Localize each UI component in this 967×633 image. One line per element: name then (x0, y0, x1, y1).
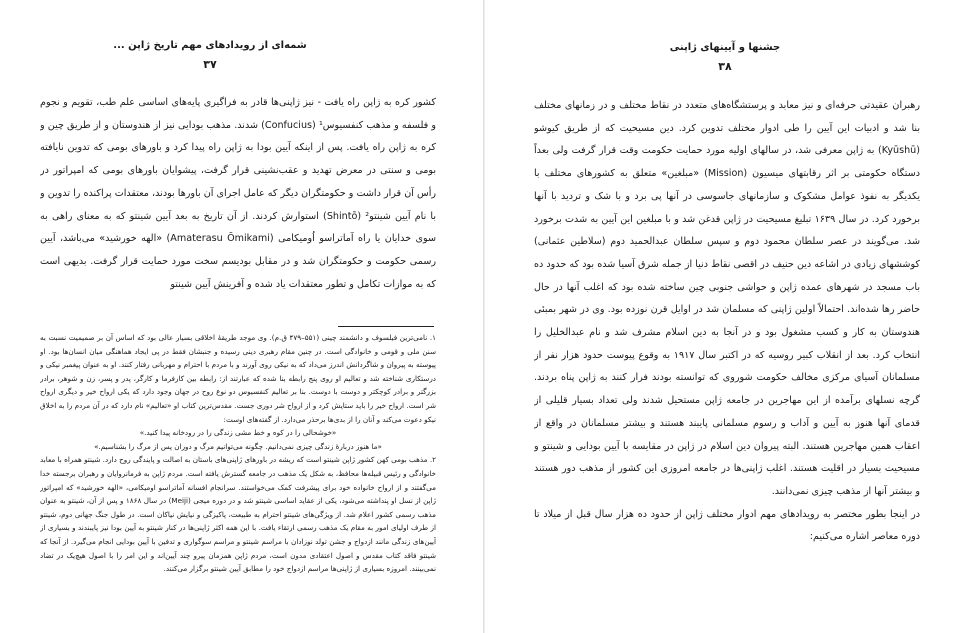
footnote-2: ۲. مذهب بومی کهن کشور ژاپن شینتو است که ریشه در باورهای ژاپنی‌های باستان به اصالت و پایندگی روح دارد. شینتو همراه با معابد خانوادگی و رئیس قبیله‌ها محافظ، به شکل یک مذهب در جامعه گسترش یافته است. مردم ژاپن به فرمانروایان و رهبران برجسته خدا می‌گفتند و از ارواح خانواده خود برای پیشرفت کمک می‌خواستند. سرانجام افسانه آماتراسو اومیکامی، «الهه خورشید» که امپراتور ژاپن از نسل او پنداشته می‌شود، یکی از عقاید اساسی شینتو شد و در دوره میجی (Meiji) در سال ۱۸۶۸ و پس از آن، شینتو به عنوان مذهب رسمی کشور اعلام شد. از ویژگی‌های شینتو احترام به طبیعت، پاکیزگی و نیایش نیاکان است. در طول جنگ جهانی دوم، شینتو از طرف اولیای امور به مقام یک مذهب رسمی ارتقاء یافت. با این همه اکثر ژاپنی‌ها در کنار شینتو به آیین بودا نیز پایبندند و بسیاری از آیین‌های زندگی مانند ازدواج و جشن تولد نوزادان با مراسم شینتو و مراسم سوگواری و تدفین با آیین بودایی انجام می‌گیرد. از آنجا که شینتو فاقد کتاب مقدس و اصول اعتقادی مدون است، مردم ژاپن همزمان پیرو چند آیین‌اند و این امر را با اصول هیچ‌یک در تضاد نمی‌بینند. امروزه بسیاری از ژاپنی‌ها مراسم ازدواج خود را مطابق آیین شینتو برگزار می‌کنند. (40, 455, 436, 574)
body-paragraph: رهبران عقیدتی حرفه‌ای و نیز معابد و پرستشگاه‌های متعدد در نقاط مختلف و در زمانهای مختلف بنا شد و ادبیات این آیین را طی ادوار مختلف تدوین کرد. دین مسیحیت که از طریق کیوشو (Kyūshū) به ژاپن معرفی شد، در سالهای اولیه مورد حمایت حکومت وقت قرار گرفت ولی بعداً دستگاه حکومتی بر اثر رقابتهای میسیون (Mission) «مبلغین» متعلق به کشورهای مختلف با یکدیگر به نفوذ عوامل مشکوک و سازمانهای جاسوسی در آنها پی برد و با شک و تردید با آنها برخورد کرد. در سال ۱۶۳۹ تبلیغ مسیحیت در ژاپن قدغن شد و با مبلغین این آیین به شدت برخورد شد. می‌گویند در عصر سلطان محمود دوم و سپس سلطان عبدالحمید دوم (سلاطین عثمانی) کوششهای زیادی در اشاعه دین حنیف در اقصی نقاط دنیا از جمله شرق آسیا شده بود که حدود ده باب مسجد در شهرهای عمده ژاپن و حواشی جنوبی چین ساخته شده بود که اغلب آنها در حال حاضر رها شده‌اند. احتمالاً اولین ژاپنی که مسلمان شد در اوایل قرن نوزده بود. وی در شهر بمبئی هندوستان به کار و کسب مشغول بود و در آنجا به دین اسلام مشرف شد و نام عبدالخلیل را انتخاب کرد. بعد از انقلاب کبیر روسیه که در اکتبر سال ۱۹۱۷ به وقوع پیوست حدود هزار نفر از مسلمانان آسیای مرکزی مخالف حکومت شوروی که توانسته بودند فرار کنند به ژاپن پناه بردند. گرچه نسلهای برآمده از این مهاجرین در جامعه ژاپن مستحیل شدند ولی تعداد بسیار قلیلی از قدمای آنها هنوز به آیین و آداب و رسوم مسلمانی پایبند هستند و بیشتر مسلمانان در واقع از اعقاب همین مهاجرین هستند. البته پیروان دین اسلام در ژاپن در مقایسه با آیین بودایی و شینتو و مسیحیت بسیار در اقلیت هستند. اغلب ژاپنی‌ها در جامعه امروزی این کشور از مذهب دور هستند و بیشتر آنها از مذهب چیزی نمی‌دانند. (534, 100, 920, 497)
body-text (40, 92, 436, 324)
page-number: ۳۷ (203, 58, 217, 71)
footnote-rule (338, 326, 434, 327)
body-paragraph: کشور کره به ژاپن راه یافت - نیز ژاپنی‌ها قادر به فراگیری پایه‌های اساسی علم طب، تقویم و نجوم و فلسفه و مذهب کنفسیوس¹ (Confucius) شدند. مذهب بودایی نیز از هندوستان و از طریق چین و کره به ژاپن راه یافت. پس از اینکه آیین بودا به ژاپن راه پیدا کرد و باورهای بومی که تدوین نایافته بومی و سنتی در معرض تهدید و عقب‌نشینی قرار گرفت، پیشوایان باورهای بومی که امپراتور در رأس آن قرار داشت و حکومتگران دیگر که عامل اجرای آن باورها بودند، معتقدات پراکنده را تدوین و با نام آیین شینتو² (Shintō) استوارش کردند. از آن تاریخ به بعد آیین شینتو که به معنای راهی به سوی خدایان یا راه آماتراسو اُومیکامی (Amaterasu Ōmikami) «الهه خورشید» می‌باشد، آیین رسمی حکومت و حکومتگران شد و در مقابل بودیسم سخت مورد حمایت قرار گرفت. بدیهی است که به موازات تکامل و تطور معتقدات یاد شده و آفرینش آیین شینتو (40, 97, 436, 290)
footnote-quote: «خوشحالی را در کوه و خط مشی زندگی را در رودخانه پیدا کنید.» (139, 428, 337, 438)
running-head: جشنها و آیینهای ژاپنی (669, 42, 781, 53)
footnotes (40, 331, 436, 627)
running-head: شمه‌ای از رویدادهای مهم تاریخ ژاپن ... (113, 40, 307, 51)
footnote-quote: «ما هنوز دربارهٔ زندگی چیزی نمی‌دانیم. چگونه می‌توانیم مرگ و دوران پس از مرگ را بشناسیم.» (94, 441, 382, 451)
footnote-1: ۱. نامی‌ترین فیلسوف و دانشمند چینی (۵۵۱–۴۷۹ ق.م). وی موجد طریقهٔ اخلاقی بسیار عالی بود که اساس آن بر صمیمیت نسبت به سنن ملی و قومی و خانوادگی است. در چنین مقام رهبری دینی رسیده و جنبشان فقط در پی ایجاد هماهنگی میان انسان‌ها بود. او پیوسته به پیروان و شاگردانش اندرز می‌داد که به نیکی روی آورند و با مردم با احترام و مهربانی رفتار کنند. او به عنوان پیغمبر نیکی و درستکاری شناخته شد و تعالیم او روی پنج رابطه بنا شده که عبارتند از: رابطه بین کارفرما و کارگر، پدر و پسر، زن و شوهر، برادر بزرگتر و برادر کوچکتر و دوست با دوست. بنا بر تعالیم کنفسیوس دو نوع روح در جهان وجود دارد که یکی ارواح خیر و دیگری ارواح شر است. ارواح خیر را باید ستایش کرد و از ارواح شر دوری جست. مقدس‌ترین کتاب او «تعالیم» نام دارد که در آن مردم را به اخلاق نیکو دعوت می‌کند و آنان را از بدی‌ها برحذر می‌دارد. از گفته‌های اوست: (40, 333, 436, 424)
page-number: ۳۸ (718, 60, 732, 73)
body-text (534, 95, 920, 595)
body-paragraph: در اینجا بطور مختصر به رویدادهای مهم ادوار مختلف ژاپن از حدود ده هزار سال قبل از میلاد تا دوره معاصر اشاره می‌کنیم: (534, 508, 920, 543)
right-page (485, 0, 967, 633)
